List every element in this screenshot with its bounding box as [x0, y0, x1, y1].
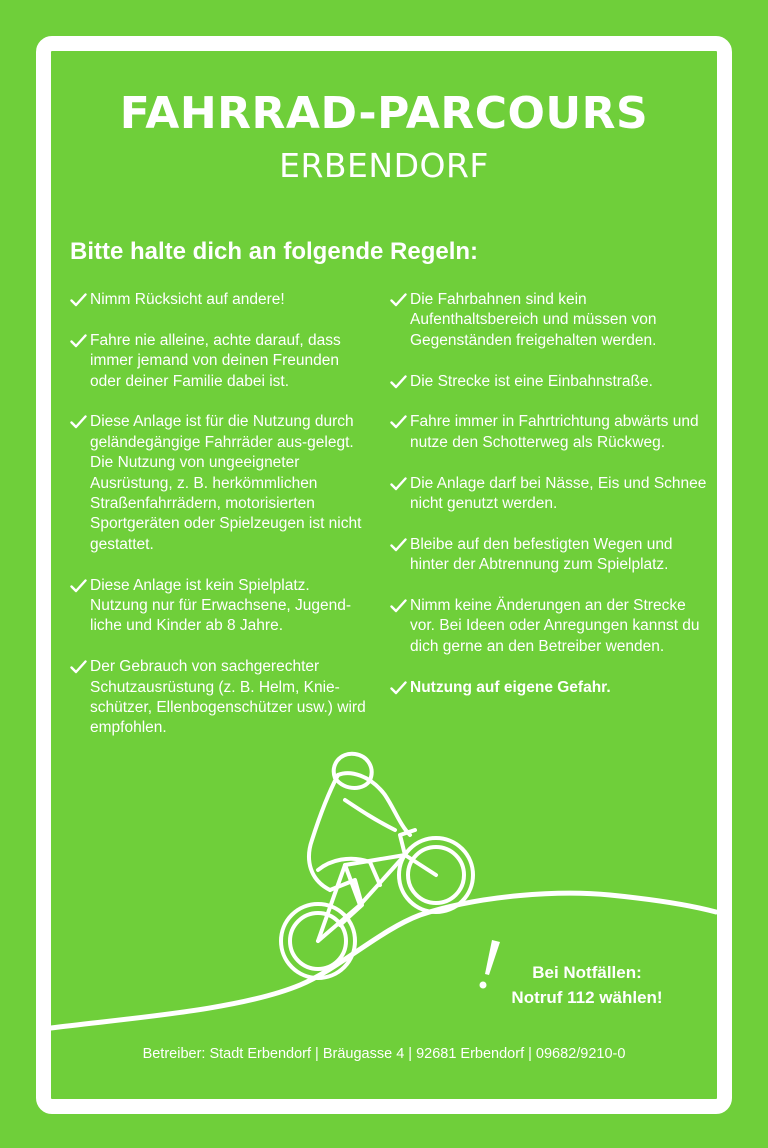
rule-text: Bleibe auf den befestigten Wegen und hinter der Abtrennung zum Spielplatz. [410, 535, 673, 574]
rule-text: Diese Anlage ist kein Spielplatz. Nutzung nur für Erwachsene, Jugend-liche und Kinder ab 8 Jahre. [90, 576, 352, 635]
rule-text: Die Strecke ist eine Einbahnstraße. [410, 372, 653, 390]
rule-text: Die Anlage darf bei Nässe, Eis und Schnee nicht genutzt werden. [410, 474, 707, 513]
operator-footer: Betreiber: Stadt Erbendorf | Bräugasse 4 | 92681 Erbendorf | 09682/9210-0 [142, 1046, 626, 1062]
rules-heading: Bitte halte dich an folgende Regeln: [70, 238, 479, 265]
rule-text: Fahre nie alleine, achte darauf, dass immer jemand von deinen Freunden oder deiner Familie dabei ist. [90, 331, 341, 390]
rule-text: Nimm keine Änderungen an der Strecke vor. Bei Ideen oder Anregungen kannst du dich gerne an den Betreiber wenden. [410, 597, 700, 655]
rule-text: Die Fahrbahnen sind kein Aufenthaltsbereich und müssen von Gegenständen freigehalten werden. [410, 291, 657, 349]
rule-text: Diese Anlage ist für die Nutzung durch geländegängige Fahrräder aus-gelegt. Die Nutzung von ungeeigneter Ausrüstung, z. B. herkömmlichen Straßenfahrrädern, motorisierten Sportgeräten oder Spielzeugen ist nicht gestattet. [90, 413, 362, 553]
rule-text: Der Gebrauch von sachgerechter Schutzausrüstung (z. B. Helm, Knie-schützer, Ellenbogenschützer usw.) wird empfohlen. [90, 658, 366, 737]
rule-text: Nutzung auf eigene Gefahr. [410, 678, 611, 696]
emergency-line-1: Bei Notfällen: [532, 963, 642, 982]
sign-title: FAHRRAD-PARCOURS [119, 88, 649, 139]
emergency-notice [492, 960, 682, 1010]
emergency-line-2: Notruf 112 wählen! [511, 988, 663, 1007]
rule-text: Fahre immer in Fahrtrichtung abwärts und nutze den Schotterweg als Rückweg. [410, 413, 699, 451]
rule-text: Nimm Rücksicht auf andere! [90, 291, 285, 308]
cyclist-icon [281, 754, 473, 978]
sign-subtitle: ERBENDORF [279, 146, 489, 185]
